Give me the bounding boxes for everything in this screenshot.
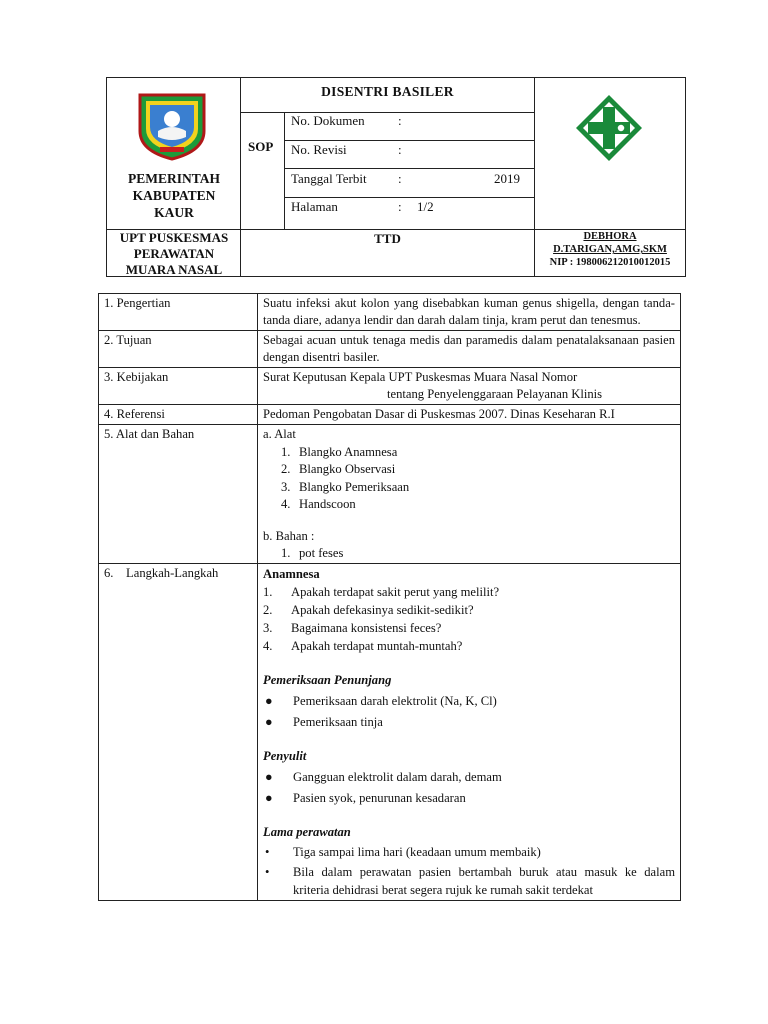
signatory-nip: NIP : 198006212010012015 xyxy=(549,257,671,268)
text-alat-bahan xyxy=(258,425,681,564)
field-no-dokumen: No. Dokumen : xyxy=(291,113,402,128)
label-langkah: 6. Langkah-Langkah xyxy=(99,563,258,900)
anamnesa-item: 4. Apakah terdapat muntah-muntah? xyxy=(263,638,463,653)
row-kebijakan xyxy=(99,368,681,405)
field-tanggal-terbit: Tanggal Terbit : 2019 xyxy=(291,171,520,186)
field-no-revisi: No. Revisi : xyxy=(291,142,402,157)
alat-item: 4. Handscoon xyxy=(281,497,356,511)
sop-label: SOP xyxy=(248,139,274,154)
document-title: DISENTRI BASILER xyxy=(321,84,454,99)
lama-perawatan-item: • Tiga sampai lima hari (keadaan umum membaik) xyxy=(265,844,541,859)
ttd-label: TTD xyxy=(374,231,401,246)
penyulit-item: ● Pasien syok, penurunan kesadaran xyxy=(265,790,466,805)
row-langkah xyxy=(99,563,681,900)
label-kebijakan: 3. Kebijakan xyxy=(99,368,258,405)
label-tujuan: 2. Tujuan xyxy=(99,331,258,368)
alat-item: 1. Blangko Anamnesa xyxy=(281,444,398,459)
kabupaten-kaur-emblem xyxy=(136,91,208,161)
anamnesa-item: 1. Apakah terdapat sakit perut yang melilit? xyxy=(263,584,500,599)
kebijakan-line1: Surat Keputusan Kepala UPT Puskesmas Muara Nasal Nomor xyxy=(263,370,578,384)
lama-perawatan-title: Lama perawatan xyxy=(263,824,351,839)
alat-item: 2. Blangko Observasi xyxy=(281,462,396,476)
penyulit-item: ● Gangguan elektrolit dalam darah, demam xyxy=(265,769,502,784)
signatory xyxy=(535,230,685,269)
sop-content-table xyxy=(98,293,681,901)
row-referensi xyxy=(99,405,681,425)
anamnesa-item: 2. Apakah defekasinya sedikit-sedikit? xyxy=(263,602,474,617)
penunjang-item: ● Pemeriksaan tinja xyxy=(265,714,383,729)
penyulit-title: Penyulit xyxy=(263,748,307,763)
text-tujuan: Sebagai acuan untuk tenaga medis dan paramedis dalam penatalaksanaan pasien dengan disentri basiler. xyxy=(258,331,681,368)
kebijakan-line2: tentang Penyelenggaraan Pelayanan Klinis xyxy=(387,387,603,401)
label-referensi: 4. Referensi xyxy=(99,405,258,425)
penunjang-item: ● Pemeriksaan darah elektrolit (Na, K, Cl) xyxy=(265,693,497,708)
text-pengertian: Suatu infeksi akut kolon yang disebabkan kuman genus shigella, dengan tanda-tanda diare, adanya lendir dan darah dalam tinja, kram perut dan tenesmus. xyxy=(258,294,681,331)
org-name-line1: PEMERINTAH xyxy=(127,171,220,186)
alat-item: 3. Blangko Pemeriksaan xyxy=(281,479,410,494)
signatory-title: D.TARIGAN,AMG,SKM xyxy=(553,244,667,255)
row-tujuan xyxy=(99,331,681,368)
bahan-item: 1. pot feses xyxy=(281,546,344,560)
org-name-line2: KABUPATEN xyxy=(132,188,216,203)
text-langkah xyxy=(258,563,681,900)
unit-name-line2: PERAWATAN xyxy=(133,246,215,261)
unit-name-line3: MUARA NASAL xyxy=(125,262,223,277)
text-referensi: Pedoman Pengobatan Dasar di Puskesmas 2007. Dinas Keseharan R.I xyxy=(258,405,681,425)
anamnesa-item: 3. Bagaimana konsistensi feces? xyxy=(263,620,442,635)
row-pengertian xyxy=(99,294,681,331)
field-halaman: Halaman : 1/2 xyxy=(291,199,434,214)
penunjang-title: Pemeriksaan Penunjang xyxy=(263,672,392,687)
puskesmas-logo xyxy=(574,93,644,163)
text-kebijakan xyxy=(258,368,681,405)
alat-heading: a. Alat xyxy=(263,427,296,441)
org-name-line3: KAUR xyxy=(154,205,194,220)
org-name xyxy=(108,170,240,221)
unit-name-line1: UPT PUSKESMAS xyxy=(119,230,229,245)
unit-name xyxy=(108,230,240,278)
bahan-heading: b. Bahan : xyxy=(263,528,315,543)
label-alat-bahan: 5. Alat dan Bahan xyxy=(99,425,258,564)
row-alat-bahan xyxy=(99,425,681,564)
label-pengertian: 1. Pengertian xyxy=(99,294,258,331)
signatory-name: DEBHORA xyxy=(583,231,637,242)
lama-perawatan-item: • Bila dalam perawatan pasien bertambah buruk atau masuk ke dalam kriteria dehidrasi berat segera rujuk ke rumah sakit terdekat xyxy=(265,864,675,897)
anamnesa-title: Anamnesa xyxy=(263,566,320,581)
